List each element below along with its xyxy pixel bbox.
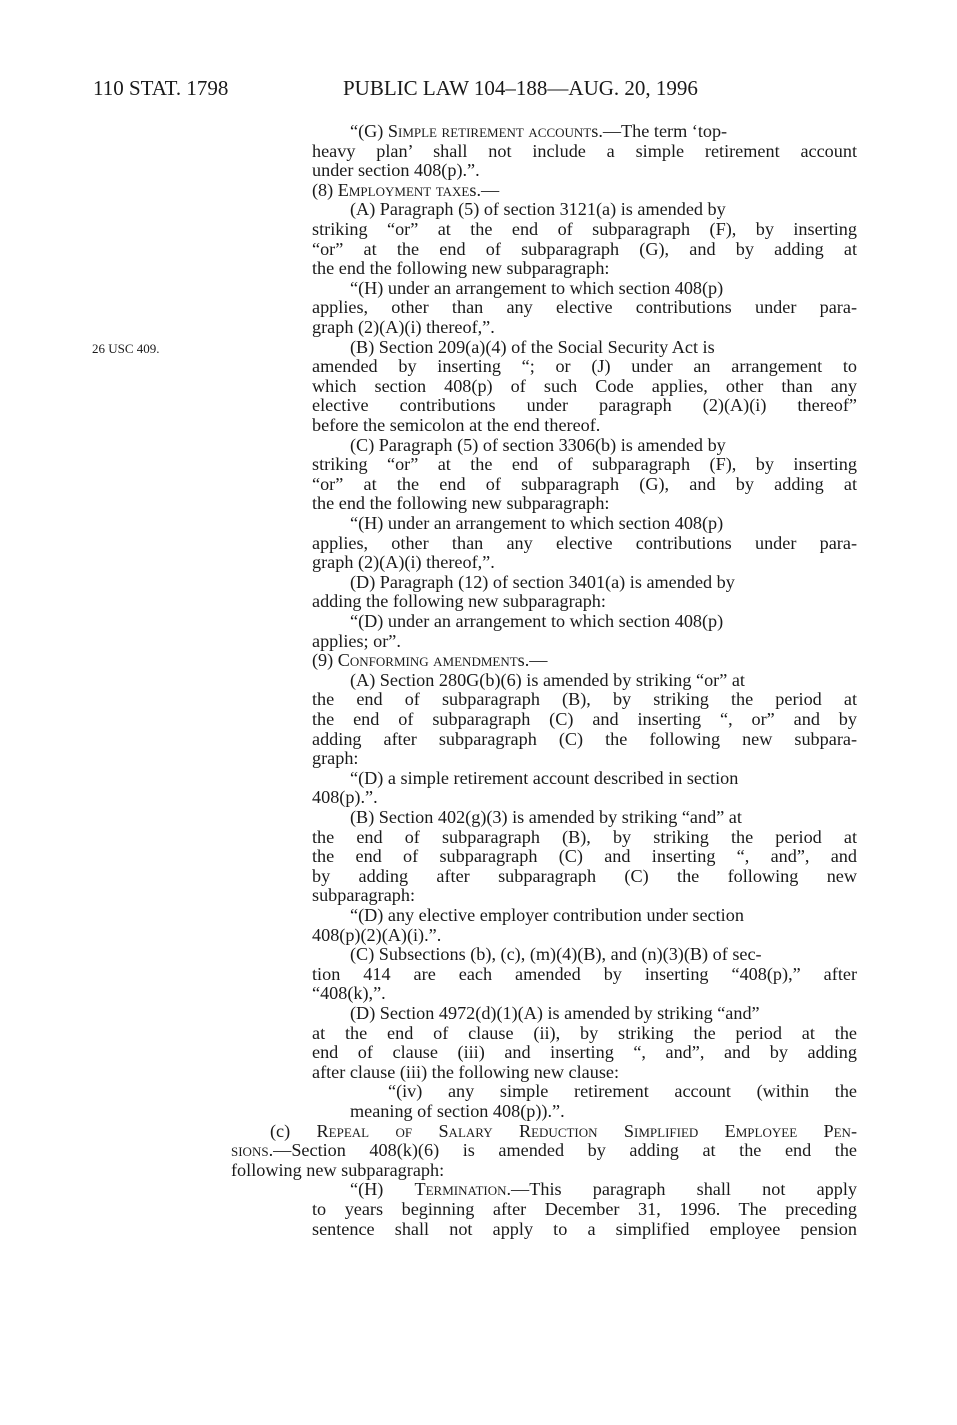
text-line: meaning of section 408(p)).”. [350,1101,565,1121]
margin-citation: 26 USC 409. [92,341,160,356]
text-line: applies, other than any elective contributions under para- [312,297,857,318]
small-caps-heading: Repeal of Salary Reduction Simplified Employee Pen- [316,1120,857,1141]
text-line: “(D) under an arrangement to which section 408(p) [350,611,724,631]
text-line: 408(p).”. [312,787,378,808]
text-line: the end the following new subparagraph: [312,258,610,279]
text-line: applies; or”. [312,630,401,651]
text-line: “(H) Termination.—This paragraph shall not apply [350,1179,857,1200]
text-line: “408(k),”. [312,983,386,1004]
text-line: “(D) any elective employer contribution under section [350,905,744,925]
text-line: by adding after subparagraph (C) the following new [312,865,857,886]
text-line: “(H) under an arrangement to which section 408(p) [350,277,724,298]
text-line: adding after subparagraph (C) the following new subpara- [312,728,857,749]
text-line: “(iv) any simple retirement account (within the [388,1081,857,1102]
text-line: “or” at the end of subparagraph (G), and by adding at [312,473,857,494]
text-line: striking “or” at the end of subparagraph (F), by inserting [312,454,857,475]
small-caps-heading: sions [231,1140,269,1161]
text-line: (A) Paragraph (5) of section 3121(a) is amended by [350,199,726,220]
text-line: (B) Section 402(g)(3) is amended by striking “and” at [350,807,742,827]
text-line: following new subparagraph: [231,1159,445,1180]
text-line: subparagraph: [312,885,416,906]
page-header [0,76,957,106]
text-line: graph (2)(A)(i) thereof,”. [312,317,495,337]
text-line: at the end of clause (ii), by striking the period at the [312,1022,857,1043]
text-line: (D) Paragraph (12) of section 3401(a) is amended by [350,571,735,592]
text-line: striking “or” at the end of subparagraph (F), by inserting [312,219,857,239]
text-line: graph: [312,748,359,769]
text-line: end of clause (iii) and inserting “, and”, and by adding [312,1042,857,1063]
text-line: (C) Subsections (b), (c), (m)(4)(B), and (n)(3)(B) of sec- [350,944,762,965]
text-line: graph (2)(A)(i) thereof,”. [312,552,495,573]
text-line: before the semicolon at the end thereof. [312,415,601,435]
text-line: (c) Repeal of Salary Reduction Simplified Employee Pen- [270,1120,857,1141]
text-line: (A) Section 280G(b)(6) is amended by striking “or” at [350,669,745,690]
text-line: applies, other than any elective contributions under para- [312,532,857,553]
text-line: “or” at the end of subparagraph (G), and by adding at [312,238,857,259]
text-line: elective contributions under paragraph (2)(A)(i) thereof” [312,395,857,416]
text-line: (8) Employment taxes.— [312,179,500,200]
text-line: the end of subparagraph (B), by striking the period at [312,826,857,847]
text-line: sentence shall not apply to a simplified employee pension [312,1218,857,1239]
small-caps-heading: Simple retirement account [383,121,592,141]
text-line: the end of subparagraph (B), by striking the period at [312,689,857,710]
text-line: (9) Conforming amendments.— [312,650,548,671]
text-line: heavy plan’ shall not include a simple retirement account [312,140,857,161]
text-line: which section 408(p) of such Code applies, other than any [312,375,857,396]
running-title: PUBLIC LAW 104–188—AUG. 20, 1996 [343,76,698,100]
text-line: adding the following new subparagraph: [312,591,606,612]
statute-page-number: 110 STAT. 1798 [93,76,229,100]
text-line: 408(p)(2)(A)(i).”. [312,924,442,945]
text-line: (C) Paragraph (5) of section 3306(b) is amended by [350,434,726,455]
text-line: to years beginning after December 31, 1996. The preceding [312,1199,857,1219]
text-line: “(D) a simple retirement account described in section [350,767,739,788]
text-line: under section 408(p).”. [312,160,480,181]
small-caps-heading: Termination [414,1179,507,1200]
text-line: “(H) under an arrangement to which section 408(p) [350,513,724,533]
text-line: (B) Section 209(a)(4) of the Social Security Act is [350,336,715,357]
text-line: sions.—Section 408(k)(6) is amended by adding at the end the [231,1140,857,1161]
text-line: after clause (iii) the following new clause: [312,1061,620,1082]
small-caps-heading: Conforming amendment [337,650,518,671]
text-line: the end of subparagraph (C) and inserting “, and”, and [312,846,857,867]
text-line: the end the following new subparagraph: [312,493,610,514]
text-line: the end of subparagraph (C) and inserting “, or” and by [312,709,857,729]
small-caps-heading: Employment taxe [337,179,470,200]
text-line: “(G) Simple retirement accounts.—The term ‘top- [350,121,728,141]
text-line: (D) Section 4972(d)(1)(A) is amended by striking “and” [350,1003,760,1023]
text-line: amended by inserting “; or (J) under an arrangement to [312,356,857,377]
text-line: tion 414 are each amended by inserting “408(p),” after [312,963,857,984]
